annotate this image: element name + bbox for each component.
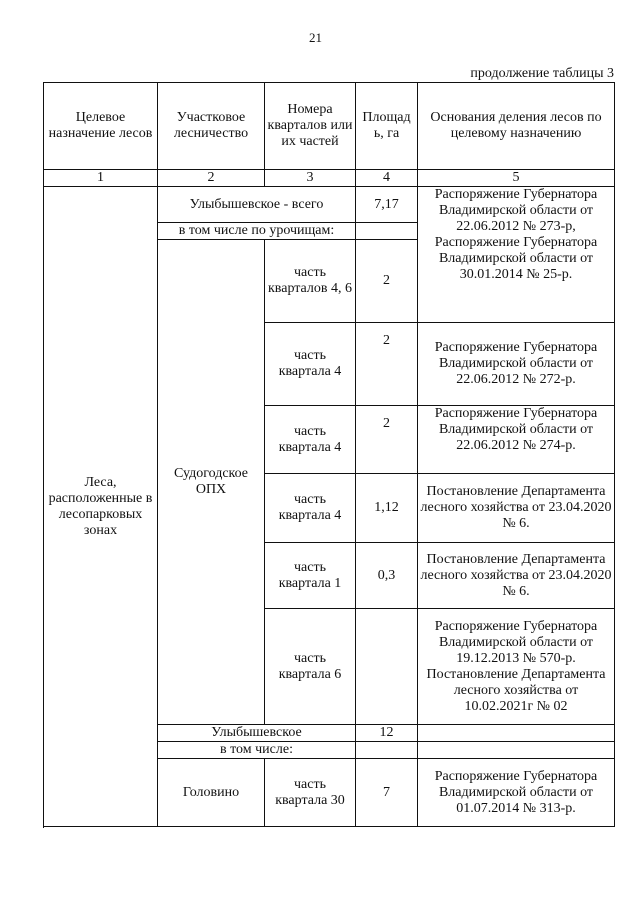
area-cell [356,223,418,240]
table-continuation-note: продолжение таблицы 3 [470,66,614,81]
column-number: 2 [158,170,265,187]
area-cell: 2 [356,323,418,406]
header-quarters: Номера кварталов или их частей [265,83,356,170]
area-cell: 2 [356,406,418,474]
tract-cell: Судогодское ОПХ [158,240,265,725]
forestry-total-label: Улыбышевское - всего [158,187,356,223]
header-purpose: Целевое назначение лесов [44,83,158,170]
header-area: Площад ь, га [356,83,418,170]
table-row [44,187,615,223]
quarters-cell: часть квартала 4 [265,474,356,543]
forestry-label: Улыбышевское [158,725,356,742]
basis-cell [418,742,615,759]
purpose-cell: Леса, расположенные в лесопарковых зонах [44,187,158,827]
basis-cell: Распоряжение Губернатора Владимирской области от 01.07.2014 № 313-р. [418,759,615,827]
column-number-row [44,170,615,187]
quarters-cell: часть квартала 30 [265,759,356,827]
table-header-row [44,83,615,170]
column-number: 5 [418,170,615,187]
subheading-cell: в том числе: [158,742,356,759]
header-forestry: Участковое лесничество [158,83,265,170]
area-cell [356,609,418,725]
quarters-cell: часть квартала 4 [265,406,356,474]
subheading-cell: в том числе по урочищам: [158,223,356,240]
header-basis: Основания деления лесов по целевому назначению [418,83,615,170]
tract-cell: Головино [158,759,265,827]
area-cell: 7 [356,759,418,827]
basis-cell: Распоряжение Губернатора Владимирской области от 22.06.2012 № 272-р. [418,323,615,406]
basis-cell: Распоряжение Губернатора Владимирской области от 22.06.2012 № 274-р. [418,406,615,474]
quarters-cell: часть квартала 6 [265,609,356,725]
basis-cell: Распоряжение Губернатора Владимирской области от 19.12.2013 № 570-р. Постановление Департамента лесного хозяйства от 10.02.2021г № 02 [418,609,615,725]
area-cell: 7,17 [356,187,418,223]
basis-cell: Постановление Департамента лесного хозяйства от 23.04.2020 № 6. [418,543,615,609]
page-number: 21 [309,30,322,45]
basis-cell [418,725,615,742]
basis-cell: Постановление Департамента лесного хозяйства от 23.04.2020 № 6. [418,474,615,543]
area-cell: 12 [356,725,418,742]
area-cell: 2 [356,240,418,323]
area-cell: 0,3 [356,543,418,609]
quarters-cell: часть квартала 4 [265,323,356,406]
basis-cell: Распоряжение Губернатора Владимирской области от 22.06.2012 № 273-р, Распоряжение Губернатора Владимирской области от 30.01.2014 № 25-р. [418,187,615,323]
area-cell [356,742,418,759]
column-number: 1 [44,170,158,187]
column-number: 3 [265,170,356,187]
quarters-cell: часть квартала 1 [265,543,356,609]
forest-purpose-table [43,82,615,827]
area-cell: 1,12 [356,474,418,543]
quarters-cell: часть кварталов 4, 6 [265,240,356,323]
column-number: 4 [356,170,418,187]
